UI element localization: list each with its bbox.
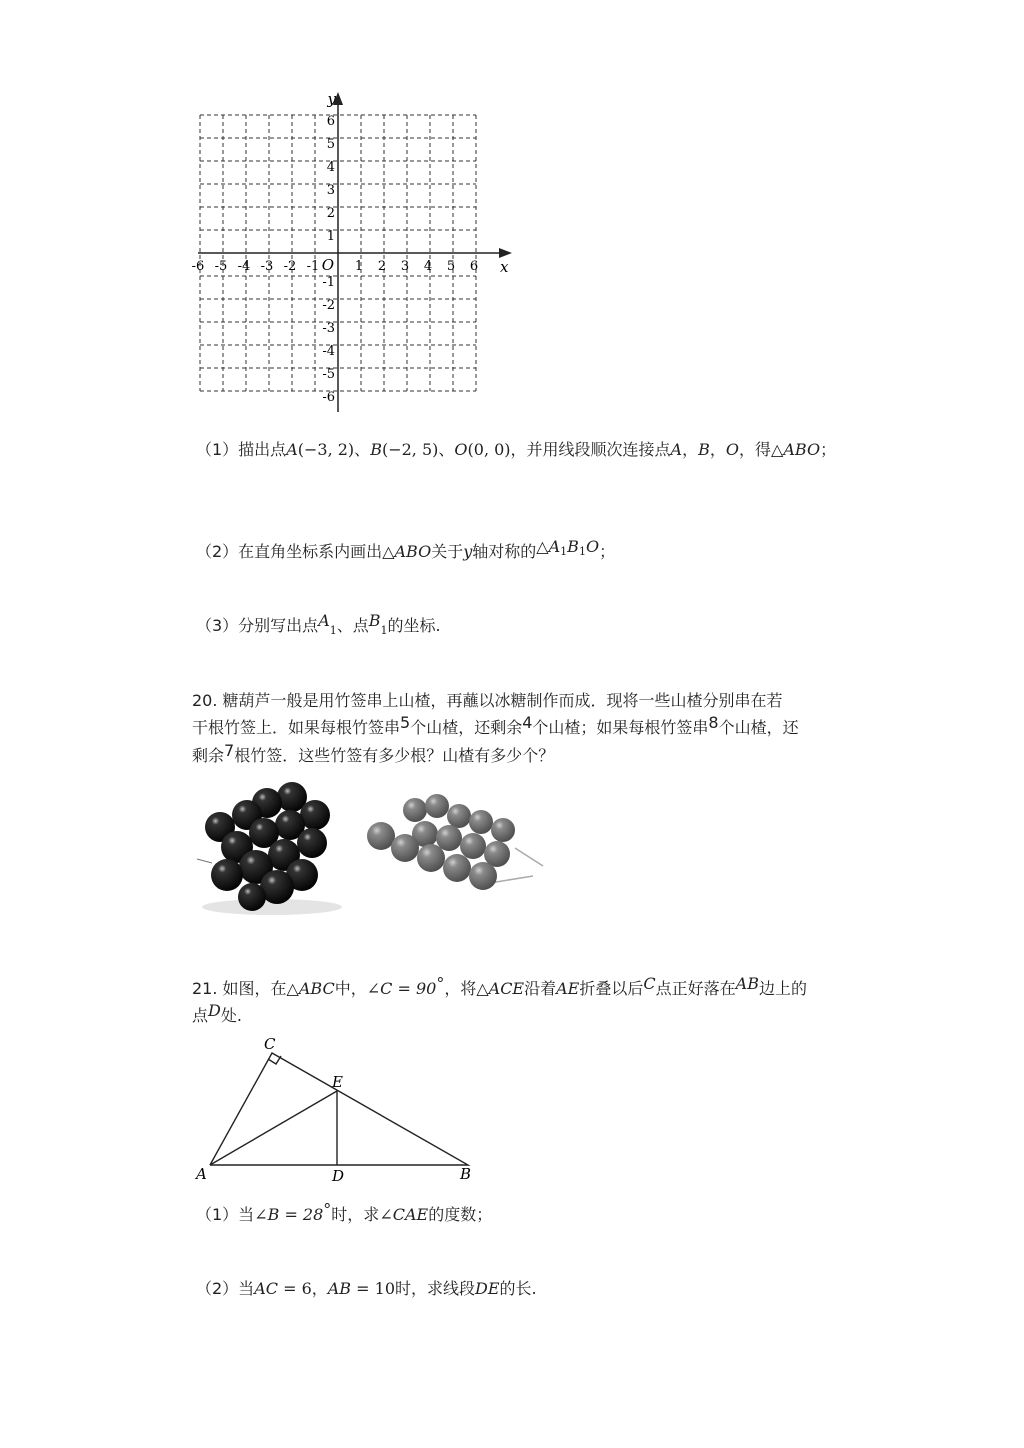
q21-text: ，将	[444, 979, 477, 998]
x-tick-label: -6	[191, 259, 205, 274]
number-5: 5	[400, 713, 411, 732]
y-tick-label: -3	[322, 321, 335, 336]
y-tick-label: 6	[326, 114, 335, 129]
q21-text: 沿着	[524, 979, 557, 998]
q19-p2-text: 轴对称的	[472, 542, 537, 561]
point-b1: B	[368, 611, 381, 630]
q19-part1	[196, 438, 836, 462]
point-b: B	[698, 440, 710, 459]
x-tick-label: 5	[446, 259, 456, 274]
point-a1: A	[548, 537, 561, 556]
hawthorn-photo	[192, 775, 352, 920]
tanghulu-photo	[365, 788, 550, 903]
x-tick-label: -5	[214, 259, 228, 274]
y-tick-label: -5	[322, 367, 335, 382]
q20-text: 根竹签．这些竹签有多少根？山楂有多少个？	[234, 746, 555, 765]
y-axis-label: y	[327, 90, 336, 108]
q19-p1-prefix: （1）描出点	[196, 440, 287, 459]
q21-p2-text: 时，求线段	[395, 1279, 476, 1298]
q21-p1-text: 时，求	[331, 1205, 380, 1224]
y-tick-label: -6	[322, 390, 335, 405]
q21-text: 边上的	[758, 979, 807, 998]
x-tick-label: -3	[260, 259, 274, 274]
q21-p1-end: 的度数；	[428, 1205, 493, 1224]
q19-p3-text: 、点	[336, 616, 369, 635]
x-tick-label: 3	[400, 259, 410, 274]
figure-label-b: B	[460, 1165, 472, 1183]
y-tick-label: 4	[326, 160, 335, 175]
x-tick-label: 6	[469, 259, 479, 274]
y-tick-label: 3	[326, 183, 335, 198]
q21-line2	[192, 1001, 242, 1028]
q21-p1-prefix: （1）当	[196, 1205, 255, 1224]
x-tick-label: -2	[283, 259, 297, 274]
q19-p3-end: 的坐标.	[387, 616, 441, 635]
q20-text: 个山楂；如果每根竹签串	[532, 718, 709, 737]
q21-text: 点正好落在	[655, 979, 736, 998]
origin-label: O	[321, 256, 334, 274]
value-ab: = 10	[351, 1279, 395, 1298]
point-o: O	[585, 537, 600, 556]
point-b: B	[370, 440, 382, 459]
point-b-coord: (−2, 5)	[381, 440, 439, 459]
x-tick-label: 2	[377, 259, 387, 274]
q19-part2	[196, 537, 616, 569]
angle-c: ∠C = 90	[366, 979, 437, 998]
q19-p1-end: ；	[820, 440, 837, 459]
subscript: 1	[560, 545, 568, 558]
angle-b: ∠B = 28	[254, 1205, 324, 1224]
y-tick-label: 5	[326, 137, 335, 152]
q21-part1	[196, 1200, 493, 1227]
segment-de: DE	[475, 1279, 500, 1298]
point-a-coord: (−3, 2)	[297, 440, 355, 459]
number-8: 8	[708, 713, 719, 732]
q21-p2-end: 的长.	[499, 1279, 537, 1298]
q20-text: 干根竹签上．如果每根竹签串	[192, 718, 401, 737]
q21-text: 处.	[220, 1006, 242, 1025]
segment-ac: AC	[254, 1279, 278, 1298]
segment-ab: AB	[327, 1279, 352, 1298]
point-o: O	[454, 440, 468, 459]
segment-ae: AE	[556, 979, 580, 998]
degree-sign: °	[436, 974, 445, 993]
axis-y: y	[463, 542, 473, 561]
q19-p2-text: 关于	[431, 542, 464, 561]
y-tick-label: 2	[326, 206, 335, 221]
q21-text: 点	[192, 1006, 209, 1025]
q21-text: 21. 如图，在	[192, 979, 287, 998]
figure-label-e: E	[332, 1073, 343, 1091]
angle-cae: ∠CAE	[379, 1205, 429, 1224]
figure-label-d: D	[332, 1167, 345, 1185]
y-tick-label: -1	[322, 275, 335, 290]
point-b1: B	[567, 537, 579, 556]
subscript: 1	[329, 624, 337, 637]
q21-line1	[192, 974, 807, 1001]
triangle-abo: △ABO	[382, 542, 432, 561]
sep: 、	[354, 440, 371, 459]
sep: 、	[438, 440, 455, 459]
sep: ，	[682, 440, 699, 459]
point-c: C	[643, 974, 656, 993]
degree-sign: °	[323, 1200, 332, 1219]
subscript: 1	[578, 545, 586, 558]
y-tick-label: -4	[322, 344, 335, 359]
x-tick-label: -4	[237, 259, 251, 274]
y-tick-label: -2	[322, 298, 335, 313]
sep: ，	[709, 440, 726, 459]
q20-text: 个山楂，还	[718, 718, 799, 737]
x-tick-labels	[192, 259, 478, 274]
q19-part3	[196, 611, 441, 643]
q20-text: 个山楂，还剩余	[410, 718, 523, 737]
point-o: O	[725, 440, 740, 459]
x-tick-label: 4	[423, 259, 433, 274]
q20-text: 剩余	[192, 746, 225, 765]
triangle-abo: △ABO	[771, 440, 821, 459]
triangle-abc: △ABC	[286, 979, 335, 998]
triangle-ace: △ACE	[476, 979, 525, 998]
value-ac: = 6，	[277, 1279, 328, 1298]
q21-p2-prefix: （2）当	[196, 1279, 255, 1298]
q21-text: 中，	[334, 979, 367, 998]
triangle-figure	[190, 1035, 490, 1185]
q21-text: 折叠以后	[579, 979, 644, 998]
q19-p3-prefix: （3）分别写出点	[196, 616, 319, 635]
segment-ab: AB	[735, 974, 759, 993]
point-a: A	[670, 440, 683, 459]
y-tick-label: 1	[326, 229, 335, 244]
point-a1: A	[318, 611, 330, 630]
q20-line2	[192, 713, 799, 740]
q19-p1-text: ，得	[739, 440, 772, 459]
subscript: 1	[380, 624, 388, 637]
q20-line1: 20. 糖葫芦一般是用竹签串上山楂，再蘸以冰糖制作而成．现将一些山楂分别串在若	[192, 691, 783, 710]
x-axis-label: x	[500, 258, 509, 276]
number-4: 4	[522, 713, 533, 732]
q20-line3	[192, 741, 555, 768]
q21-part2	[196, 1277, 537, 1301]
q19-p2-prefix: （2）在直角坐标系内画出	[196, 542, 383, 561]
q19-p1-text: ，并用线段顺次连接点	[510, 440, 671, 459]
number-7: 7	[224, 741, 235, 760]
point-o-coord: (0, 0)	[467, 440, 511, 459]
point-d: D	[208, 1001, 221, 1020]
point-a: A	[286, 440, 298, 459]
x-axis	[198, 248, 512, 258]
coordinate-grid	[190, 88, 520, 418]
figure-label-c: C	[264, 1035, 276, 1053]
figure-label-a: A	[196, 1165, 207, 1183]
x-tick-label: -1	[306, 259, 320, 274]
x-tick-label: 1	[354, 259, 364, 274]
q19-p2-end: ；	[599, 542, 616, 561]
triangle-symbol: △	[536, 537, 549, 556]
